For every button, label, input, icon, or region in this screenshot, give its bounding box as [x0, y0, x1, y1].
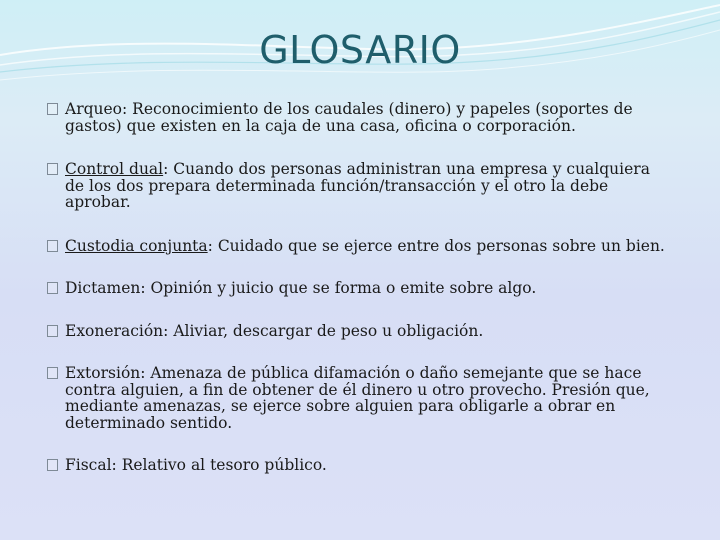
term-separator: :	[163, 160, 174, 178]
glossary-definition: Relativo al tesoro público.	[121, 456, 327, 474]
glossary-definition: Aliviar, descargar de peso u obligación.	[173, 321, 484, 340]
square-bullet-icon	[47, 103, 58, 115]
square-bullet-icon	[47, 459, 58, 471]
square-bullet-icon	[47, 325, 58, 337]
list-item	[47, 161, 669, 211]
square-bullet-icon	[47, 163, 58, 175]
glossary-term: Extorsión	[65, 364, 141, 382]
list-item	[47, 280, 669, 297]
glossary-definition: Amenaza de pública difamación o daño semejante que se hace contra alguien, a fin de obtener de él dinero u otro provecho. Presión que, mediante amenazas, se ejerce sobre alguien para obligarle a obrar en determinado sentido.	[65, 364, 650, 432]
glossary-term: Arqueo	[65, 100, 123, 118]
glossary-term: Control dual	[65, 160, 164, 178]
list-item	[47, 101, 669, 134]
glossary-term: Custodia conjunta	[65, 236, 208, 255]
term-separator: :	[140, 364, 151, 382]
page-title: GLOSARIO	[259, 28, 461, 72]
glossary-term: Dictamen	[65, 279, 141, 297]
term-separator: :	[111, 456, 122, 474]
glossary-term: Exoneración	[65, 321, 164, 340]
list-item	[47, 457, 669, 474]
term-separator: :	[207, 236, 218, 255]
list-item	[47, 323, 669, 340]
term-separator: :	[122, 100, 133, 118]
glossary-definition: Cuando dos personas administran una empresa y cualquiera de los dos prepara determinada función/transacción y el otro la debe aprobar.	[65, 160, 650, 211]
glossary-term: Fiscal	[65, 456, 112, 474]
list-item	[47, 238, 669, 255]
square-bullet-icon	[47, 367, 58, 379]
glossary-definition: Cuidado que se ejerce entre dos personas sobre un bien.	[217, 236, 665, 255]
term-separator: :	[163, 321, 174, 340]
square-bullet-icon	[47, 240, 58, 252]
glossary-definition: Reconocimiento de los caudales (dinero) y papeles (soportes de gastos) que existen en la caja de una casa, oficina o corporación.	[65, 100, 633, 135]
square-bullet-icon	[47, 282, 58, 294]
glossary-definition: Opinión y juicio que se forma o emite sobre algo.	[150, 279, 537, 297]
term-separator: :	[140, 279, 151, 297]
list-item	[47, 365, 669, 431]
glossary-list	[47, 101, 669, 474]
